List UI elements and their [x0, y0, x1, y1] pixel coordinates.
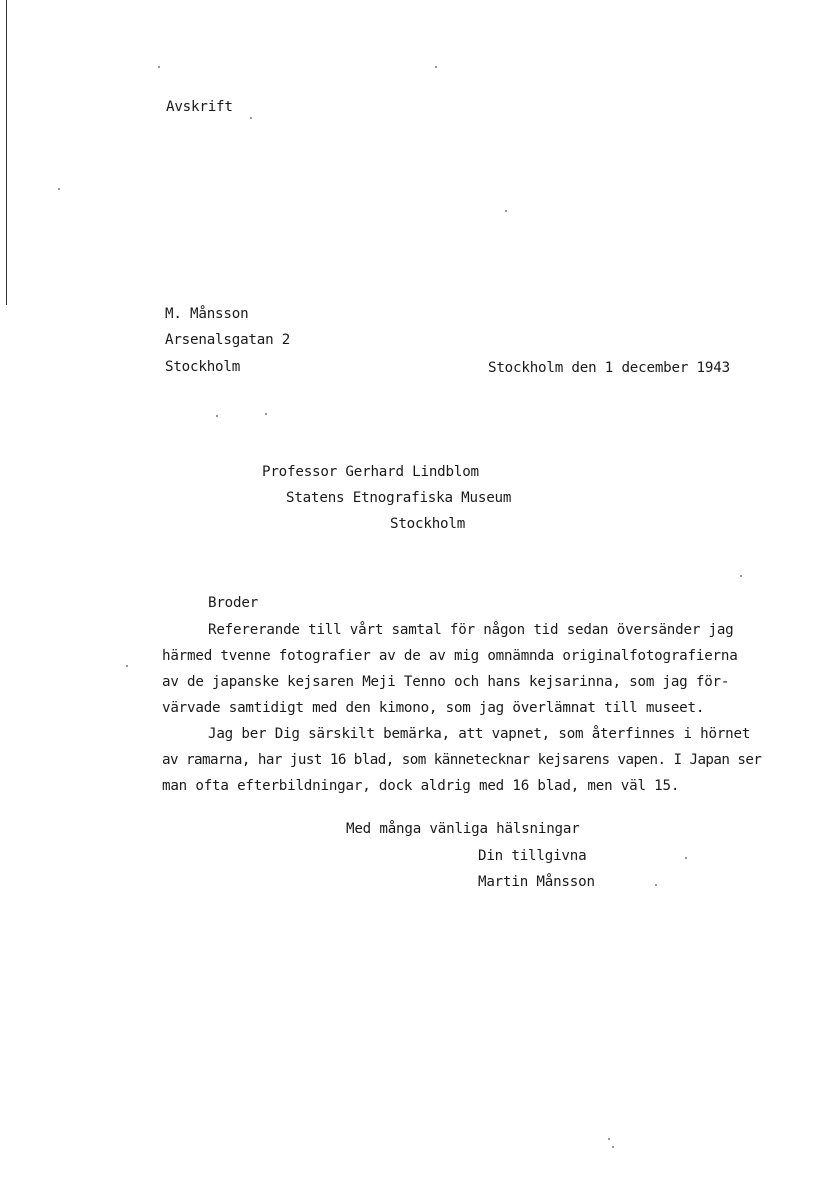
body-line: man ofta efterbildningar, dock aldrig med 16 blad, men väl 15. — [162, 778, 680, 794]
scan-speck — [740, 575, 742, 577]
body-line: av ramarna, har just 16 blad, som kännetecknar kejsarens vapen. I Japan ser — [162, 752, 762, 768]
scan-speck — [612, 1146, 614, 1148]
scan-speck — [126, 665, 128, 667]
body-line: Jag ber Dig särskilt bemärka, att vapnet, som återfinnes i hörnet — [208, 726, 751, 742]
scan-speck — [265, 413, 267, 415]
left-margin-line — [6, 0, 7, 305]
scan-speck — [216, 415, 218, 417]
scan-speck — [655, 884, 657, 886]
body-line: Refererande till vårt samtal för någon tid sedan översänder jag — [208, 622, 734, 638]
header-label: Avskrift — [166, 99, 233, 115]
body-line: värvade samtidigt med den kimono, som jag överlämnat till museet. — [162, 700, 705, 716]
sender-street: Arsenalsgatan 2 — [165, 332, 291, 348]
salutation: Broder — [208, 595, 259, 611]
recipient-name: Professor Gerhard Lindblom — [262, 464, 479, 480]
recipient-city: Stockholm — [390, 516, 466, 532]
body-line: härmed tvenne fotografier av de av mig omnämnda originalfotografierna — [162, 648, 738, 664]
scan-speck — [58, 188, 60, 190]
scan-speck — [608, 1138, 610, 1140]
scan-speck — [685, 857, 687, 859]
scan-speck — [435, 66, 437, 68]
scan-speck — [505, 210, 507, 212]
recipient-institution: Statens Etnografiska Museum — [286, 490, 512, 506]
body-line: av de japanske kejsaren Meji Tenno och hans kejsarinna, som jag för- — [162, 674, 730, 690]
date-line: Stockholm den 1 december 1943 — [488, 360, 730, 376]
scan-speck — [250, 117, 252, 119]
closing-phrase: Din tillgivna — [478, 848, 587, 864]
scan-speck — [158, 66, 160, 68]
sender-name: M. Månsson — [165, 306, 249, 322]
sender-city: Stockholm — [165, 359, 241, 375]
signature: Martin Månsson — [478, 874, 595, 890]
closing: Med många vänliga hälsningar — [346, 821, 580, 837]
